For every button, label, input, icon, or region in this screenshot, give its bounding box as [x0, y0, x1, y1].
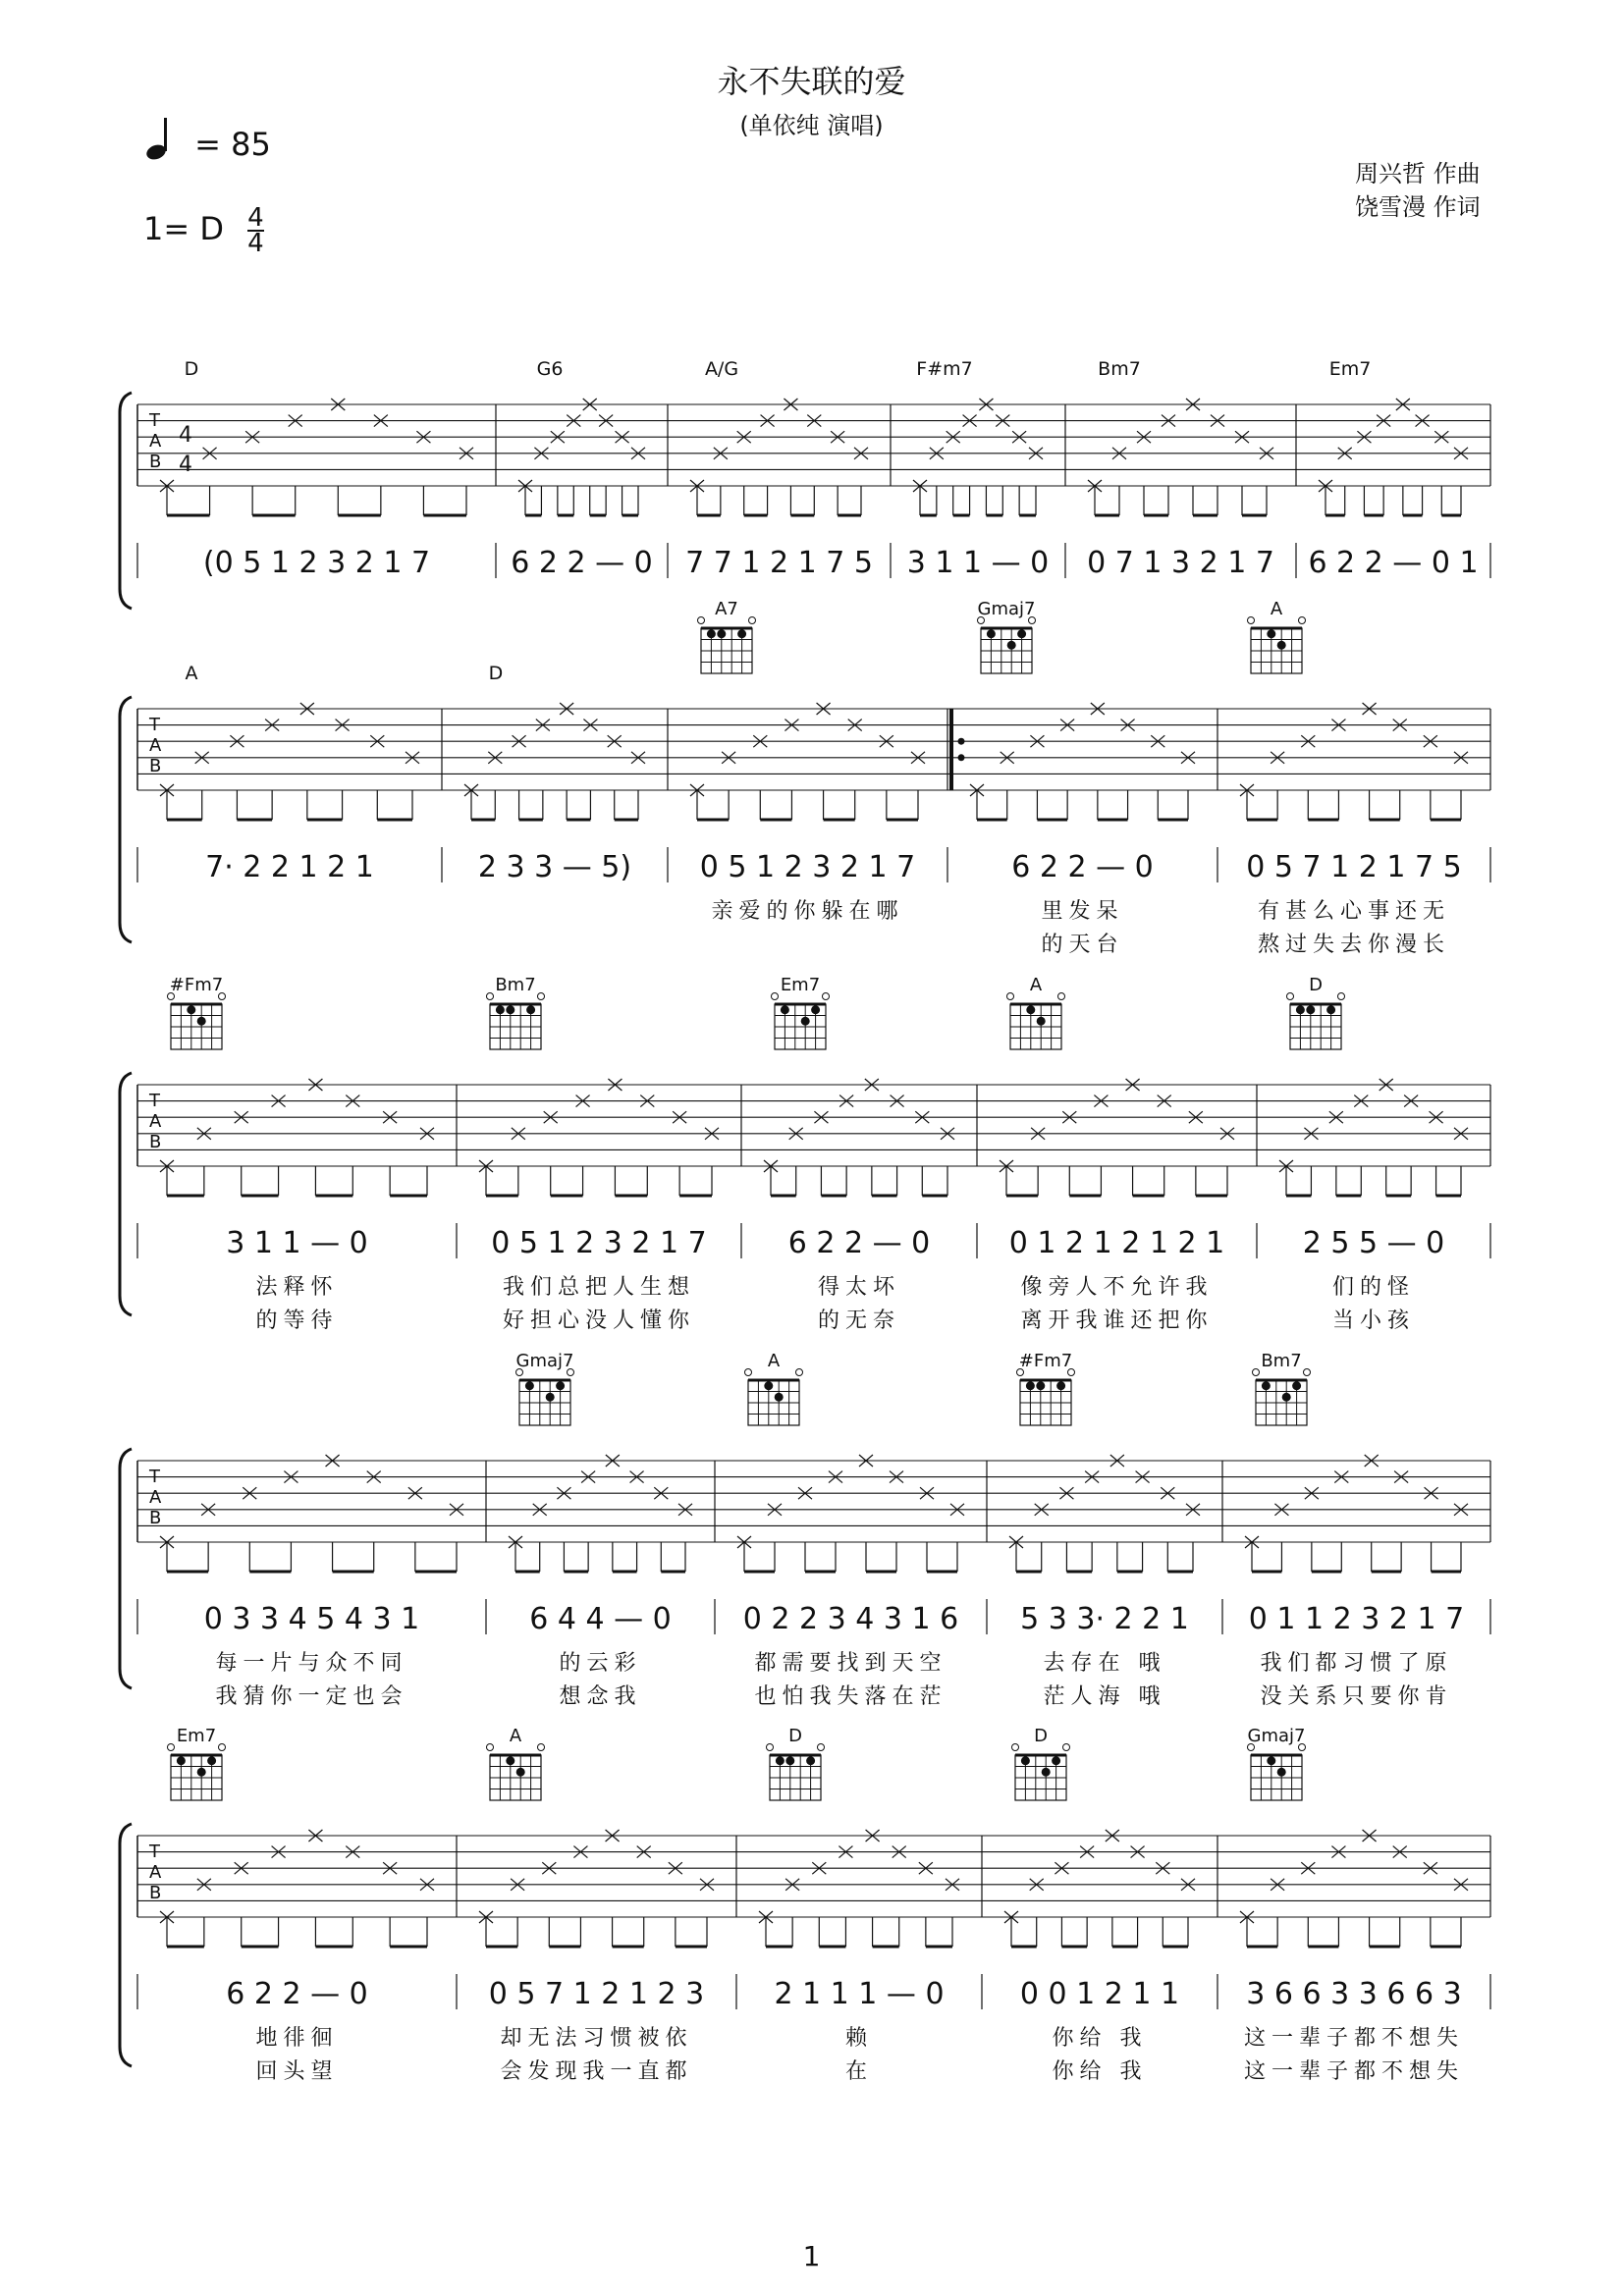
- chord-name: #Fm7: [1018, 1351, 1073, 1371]
- numbered-notation: 0 5 7 1 2 1 7 5: [1246, 850, 1462, 884]
- song-title: 永不失联的爱: [717, 63, 906, 100]
- chord-diagram: [487, 1744, 545, 1801]
- tab-clef-letter: T: [149, 715, 160, 735]
- numbered-notation: 6 2 2 — 0: [787, 1226, 931, 1260]
- numbered-notation: 7· 2 2 1 2 1: [205, 850, 374, 884]
- key-label: 1= D: [143, 210, 224, 247]
- chord-diagram: [698, 617, 756, 674]
- system: [120, 358, 1490, 609]
- chord-diagram: [1017, 1369, 1075, 1426]
- lyric-line-2: 的无奈: [817, 1308, 901, 1333]
- chord-name: Em7: [176, 1726, 217, 1746]
- lyric-line-2: 熬过失去你漫长: [1257, 933, 1451, 957]
- system: [120, 1726, 1490, 2084]
- tab-time-signature: 4: [179, 423, 192, 448]
- chord-diagram: [767, 1744, 825, 1801]
- lyric-line-1: 像旁人不允许我: [1020, 1275, 1214, 1300]
- tempo-value: = 85: [194, 126, 271, 163]
- lyric-line-2: 回头望: [255, 2059, 339, 2084]
- chord-name: D: [788, 1726, 802, 1746]
- lyric-line-1: 却无法习惯被依: [500, 2026, 693, 2051]
- lyric-line-2: 你给 我: [1052, 2059, 1148, 2084]
- chord-name: Em7: [1328, 358, 1372, 380]
- numbered-notation: 0 7 1 3 2 1 7: [1087, 546, 1274, 580]
- chord-name: Em7: [780, 975, 821, 995]
- chord-name: Bm7: [1098, 358, 1141, 380]
- system-bracket: [120, 1449, 132, 1688]
- chord-diagram: [1287, 993, 1345, 1050]
- chord-diagram: [978, 617, 1036, 674]
- tab-clef-letter: T: [149, 1467, 160, 1487]
- numbered-notation: 0 1 2 1 2 1 2 1: [1008, 1226, 1225, 1260]
- page-number: 1: [802, 2240, 821, 2272]
- chord-diagram: [1012, 1744, 1070, 1801]
- numbered-notation: 0 5 1 2 3 2 1 7: [699, 850, 916, 884]
- tab-clef-letter: B: [149, 756, 162, 776]
- lyric-line-2: 我猜你一定也会: [215, 1684, 408, 1709]
- system-bracket: [120, 1824, 132, 2066]
- tab-clef-letter: T: [149, 410, 160, 431]
- chord-diagram: [1248, 1744, 1306, 1801]
- lyric-line-1: 每一片与众不同: [215, 1651, 408, 1676]
- lyric-line-2: 的天台: [1041, 933, 1124, 957]
- chord-name: D: [1309, 975, 1323, 995]
- lyric-line-2: 好担心没人懂你: [502, 1308, 696, 1333]
- numbered-notation: 6 4 4 — 0: [529, 1602, 672, 1636]
- numbered-notation: 6 2 2 — 0: [511, 546, 653, 580]
- chord-diagram: [516, 1369, 574, 1426]
- numbered-notation: 0 5 1 2 3 2 1 7: [491, 1226, 707, 1260]
- lyric-line-1: 我们都习惯了原: [1260, 1651, 1453, 1676]
- lyric-line-2: 的等待: [255, 1308, 339, 1333]
- chord-name: F#m7: [916, 358, 973, 380]
- chord-name: A: [509, 1726, 522, 1746]
- tab-clef-letter: A: [149, 1862, 162, 1883]
- numbered-notation: 3 1 1 — 0: [906, 546, 1050, 580]
- chord-name: G6: [536, 358, 564, 380]
- numbered-notation: 3 1 1 — 0: [226, 1226, 368, 1260]
- chord-name: D: [1034, 1726, 1048, 1746]
- lyric-line-1: 都需要找到天空: [754, 1651, 947, 1676]
- tab-clef-letter: A: [149, 431, 162, 452]
- chord-name: A: [1029, 975, 1043, 995]
- lyric-line-1: 亲爱的你躲在哪: [711, 899, 904, 924]
- lyric-line-1: 这一辈子都不想失: [1243, 2026, 1465, 2051]
- lyric-line-1: 你给 我: [1052, 2026, 1148, 2051]
- system: [120, 975, 1490, 1333]
- lyric-line-2: 也怕我失落在茫: [754, 1684, 947, 1709]
- system-bracket: [120, 697, 132, 942]
- tab-clef-letter: B: [149, 452, 162, 472]
- numbered-notation: 2 1 1 1 — 0: [774, 1977, 945, 2011]
- numbered-notation: 2 5 5 — 0: [1302, 1226, 1445, 1260]
- chord-name: A7: [715, 599, 738, 619]
- numbered-notation: 0 2 2 3 4 3 1 6: [742, 1602, 959, 1636]
- lyric-line-1: 的云彩: [559, 1651, 642, 1676]
- tab-clef-letter: A: [149, 1111, 162, 1132]
- system-bracket: [120, 393, 132, 609]
- chord-diagram: [1007, 993, 1065, 1050]
- system: [120, 599, 1490, 957]
- lyric-line-1: 法释怀: [255, 1275, 339, 1300]
- system: [120, 1351, 1490, 1709]
- lyric-line-2: 离开我谁还把你: [1020, 1308, 1214, 1333]
- chord-name: Gmaj7: [977, 599, 1036, 619]
- lyric-line-1: 有甚么心事还无: [1257, 899, 1451, 924]
- numbered-notation: 0 1 1 2 3 2 1 7: [1248, 1602, 1465, 1636]
- chord-diagram: [168, 1744, 226, 1801]
- chord-name: Gmaj7: [515, 1351, 574, 1371]
- lyric-line-1: 里发呆: [1041, 899, 1124, 924]
- chord-name: Bm7: [495, 975, 536, 995]
- numbered-notation: 6 2 2 — 0: [1011, 850, 1154, 884]
- lyric-line-2: 会发现我一直都: [500, 2059, 693, 2084]
- composer-credit: 周兴哲 作曲: [1355, 160, 1481, 187]
- chord-diagram: [487, 993, 545, 1050]
- tab-clef-letter: A: [149, 1487, 162, 1508]
- lyric-line-2: 茫人海 哦: [1043, 1684, 1166, 1709]
- singer-credit: (单依纯 演唱): [739, 112, 884, 139]
- system-bracket: [120, 1073, 132, 1315]
- lyric-line-2: 在: [844, 2059, 874, 2084]
- numbered-notation: 0 3 3 4 5 4 3 1: [203, 1602, 420, 1636]
- chord-name: A: [185, 663, 198, 684]
- chord-name: Gmaj7: [1247, 1726, 1306, 1746]
- lyric-line-1: 地徘徊: [255, 2026, 339, 2051]
- numbered-notation: 3 6 6 3 3 6 6 3: [1246, 1977, 1462, 2011]
- lyric-line-1: 们的怪: [1331, 1275, 1416, 1300]
- chord-name: A: [1270, 599, 1283, 619]
- time-signature-top: 4: [247, 203, 264, 233]
- time-signature-bottom: 4: [247, 229, 264, 258]
- lyric-line-1: 去存在 哦: [1043, 1651, 1166, 1676]
- chord-diagram: [745, 1369, 803, 1426]
- tab-clef-letter: B: [149, 1883, 162, 1903]
- chord-name: D: [184, 358, 199, 380]
- chord-diagram: [1248, 617, 1306, 674]
- chord-diagram: [1253, 1369, 1311, 1426]
- chord-diagram: [772, 993, 830, 1050]
- numbered-notation: 5 3 3· 2 2 1: [1020, 1602, 1189, 1636]
- numbered-notation: (0 5 1 2 3 2 1 7: [202, 546, 431, 580]
- chord-diagram: [168, 993, 226, 1050]
- chord-name: A/G: [704, 358, 739, 380]
- tab-clef-letter: B: [149, 1508, 162, 1528]
- numbered-notation: 6 2 2 — 0 1: [1308, 546, 1479, 580]
- tab-clef-letter: T: [149, 1842, 160, 1862]
- lyric-line-1: 得太坏: [817, 1275, 901, 1300]
- lyricist-credit: 饶雪漫 作词: [1355, 193, 1481, 221]
- chord-name: D: [488, 663, 504, 684]
- numbered-notation: 6 2 2 — 0: [226, 1977, 368, 2011]
- numbered-notation: 2 3 3 — 5): [477, 850, 632, 884]
- numbered-notation: 0 5 7 1 2 1 2 3: [488, 1977, 705, 2011]
- lyric-line-2: 当小孩: [1331, 1308, 1416, 1333]
- tab-time-signature: 4: [179, 453, 192, 477]
- repeat-dot: [958, 738, 965, 745]
- numbered-notation: 7 7 1 2 1 7 5: [685, 546, 873, 580]
- lyric-line-1: 我们总把人生想: [502, 1275, 696, 1300]
- lyric-line-1: 赖: [844, 2026, 874, 2051]
- repeat-dot: [958, 754, 965, 761]
- chord-name: A: [767, 1351, 781, 1371]
- lyric-line-2: 这一辈子都不想失: [1243, 2059, 1465, 2084]
- tab-clef-letter: A: [149, 735, 162, 756]
- lyric-line-2: 想念我: [559, 1684, 642, 1709]
- tab-clef-letter: T: [149, 1091, 160, 1111]
- lyric-line-2: 没关系只要你肯: [1260, 1684, 1453, 1709]
- tab-clef-letter: B: [149, 1132, 162, 1152]
- chord-name: #Fm7: [169, 975, 224, 995]
- numbered-notation: 0 0 1 2 1 1: [1019, 1977, 1180, 2011]
- chord-name: Bm7: [1261, 1351, 1302, 1371]
